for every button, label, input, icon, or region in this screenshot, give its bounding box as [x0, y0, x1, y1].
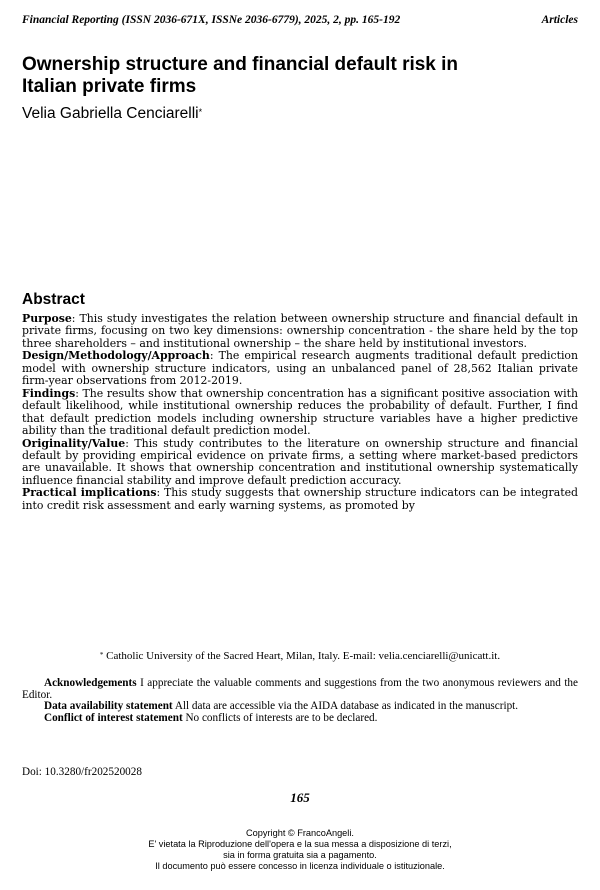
- acknowledgements-block: [22, 678, 578, 724]
- abstract-body: [22, 313, 578, 512]
- author-name: Velia Gabriella Cenciarelli: [22, 105, 199, 122]
- author-affiliation-footnote: [22, 650, 578, 663]
- data-availability-text: All data are accessible via the AIDA database as indicated in the manuscript.: [172, 700, 519, 713]
- originality-label: Originality/Value: [22, 436, 126, 450]
- author-line: [22, 104, 202, 124]
- copyright-line-1: Copyright © FrancoAngeli.: [246, 828, 354, 838]
- doi-line: Doi: 10.3280/fr202520028: [22, 766, 142, 778]
- running-header: [22, 14, 578, 30]
- copyright-notice: [0, 828, 600, 872]
- abstract-design: [22, 350, 578, 387]
- practical-text: : This study suggests that ownership structure indicators can be integrated into credit risk assessment and early warning systems, as promoted by: [22, 486, 578, 512]
- purpose-text: : This study investigates the relation between ownership structure and financial default in private firms, focusing on two key dimensions: ownership concentration - the share held by the top three shareholders – and institutional ownership – the share held by institutional investors.: [22, 312, 578, 350]
- author-footnote-marker: *: [198, 107, 203, 117]
- data-availability-label: Data availability statement: [44, 700, 173, 713]
- findings-text: : The results show that ownership concentration has a significant positive association with default likelihood, while institutional ownership reduces the probability of default. Further, I find that default prediction models including ownership structure variables have a higher predictive ability than the traditional default prediction model.: [22, 386, 578, 438]
- copyright-line-3: sia in forma gratuita sia a pagamento.: [223, 850, 377, 860]
- abstract-heading: Abstract: [22, 291, 85, 308]
- article-title: Ownership structure and financial default risk in Italian private firms: [22, 54, 459, 97]
- acknowledgements-text: I appreciate the valuable comments and suggestions from the two anonymous reviewers and the Editor.: [22, 677, 578, 701]
- findings-label: Findings: [22, 386, 76, 400]
- design-label: Design/Methodology/Approach: [22, 349, 210, 363]
- journal-citation: Financial Reporting (ISSN 2036-671X, ISSNe 2036-6779), 2025, 2, pp. 165-192: [22, 14, 401, 26]
- copyright-line-4: Il documento può essere concesso in licenza individuale o istituzionale.: [155, 861, 445, 871]
- abstract-findings: [22, 388, 578, 438]
- footnote-marker: *: [99, 651, 104, 659]
- originality-text: : This study contributes to the literature on ownership structure and financial default by providing empirical evidence on private firms, a setting where market-based predictors are unavailable. It shows that ownership concentration and institutional ownership systematically influence financial stability and improve default prediction accuracy.: [22, 436, 578, 487]
- conflict-of-interest-paragraph: [22, 713, 578, 725]
- purpose-label: Purpose: [22, 312, 72, 325]
- conflict-of-interest-text: No conflicts of interests are to be declared.: [182, 711, 378, 724]
- acknowledgements-label: Acknowledgements: [44, 677, 137, 689]
- footnote-text: Catholic University of the Sacred Heart, Milan, Italy. E-mail: velia.cenciarelli@unicatt.it.: [103, 650, 501, 662]
- page-number: 165: [290, 790, 310, 805]
- abstract-originality: [22, 438, 578, 488]
- practical-label: Practical implications: [22, 486, 157, 500]
- acknowledgements-paragraph: [22, 678, 578, 701]
- section-label: Articles: [541, 14, 578, 26]
- abstract-purpose: [22, 313, 578, 350]
- design-text: : The empirical research augments traditional default prediction model with ownership structure indicators, using an unbalanced panel of 28,562 Italian private firm-year observations from 2012-2019.: [22, 349, 578, 388]
- conflict-of-interest-label: Conflict of interest statement: [44, 711, 183, 724]
- abstract-practical: [22, 487, 578, 512]
- copyright-line-2: E' vietata la Riproduzione dell'opera e la sua messa a disposizione di terzi,: [148, 839, 452, 849]
